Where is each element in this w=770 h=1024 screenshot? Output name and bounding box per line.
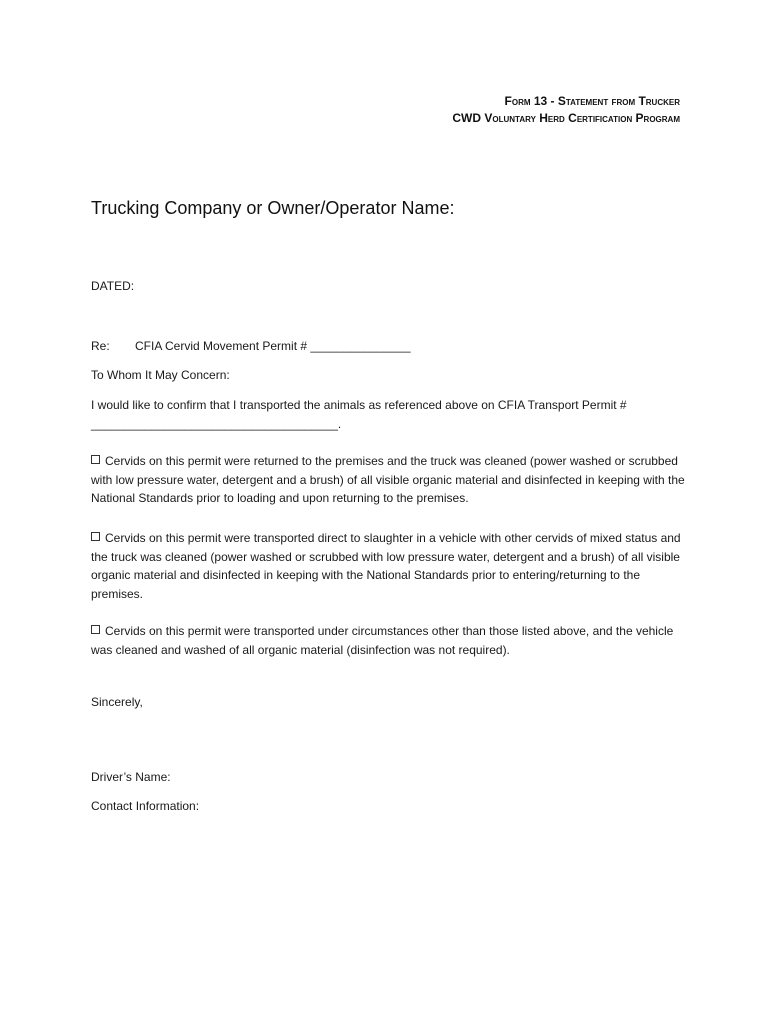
permit-number-line: CFIA Cervid Movement Permit # _______________: [135, 339, 411, 353]
contact-information-label: Contact Information:: [91, 799, 200, 813]
option-text: Cervids on this permit were transported under circumstances other than those listed above, and the vehicle was cleaned and washed of all organic material (disinfection was not required).: [91, 624, 674, 657]
option-other-circumstances: [91, 622, 686, 659]
empty-checkbox-icon[interactable]: [91, 625, 100, 634]
confirm-paragraph: [91, 396, 681, 433]
form-title: Form 13 - Statement from Trucker: [504, 94, 680, 108]
closing: Sincerely,: [91, 695, 143, 709]
confirm-text: I would like to confirm that I transported the animals as referenced above on CFIA Transport Permit #: [91, 398, 627, 412]
driver-name-label: Driver’s Name:: [91, 770, 171, 784]
re-line: [91, 337, 411, 356]
company-name-label: Trucking Company or Owner/Operator Name:: [91, 198, 455, 218]
salutation: To Whom It May Concern:: [91, 368, 230, 382]
option-text: Cervids on this permit were returned to the premises and the truck was cleaned (power washed or scrubbed with low pressure water, detergent and a brush) of all visible organic material and disinfected in keeping with the National Standards prior to loading and upon returning to the premises.: [91, 454, 685, 505]
re-label: Re:: [91, 339, 110, 353]
option-direct-to-slaughter: [91, 529, 686, 603]
transport-permit-blank: _____________________________________.: [91, 416, 342, 431]
empty-checkbox-icon[interactable]: [91, 455, 100, 464]
form-header: [452, 93, 680, 127]
empty-checkbox-icon[interactable]: [91, 532, 100, 541]
dated-label: DATED:: [91, 279, 135, 293]
program-title: CWD Voluntary Herd Certification Program: [452, 111, 680, 125]
option-returned-to-premises: [91, 452, 686, 508]
option-text: Cervids on this permit were transported direct to slaughter in a vehicle with other cervids of mixed status and the truck was cleaned (power washed or scrubbed with low pressure water, detergent and a brush) of all visible organic material and disinfected in keeping with the National Standards prior to entering/returning to the premises.: [91, 531, 681, 601]
